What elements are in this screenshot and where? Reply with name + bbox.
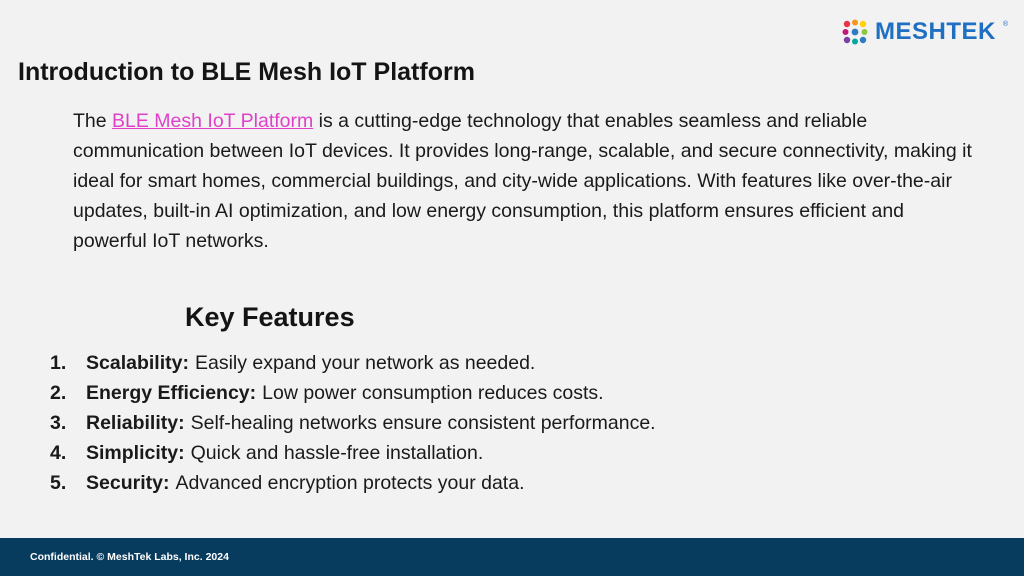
- brand-name: MESHTEK: [874, 18, 996, 45]
- feature-number: 2.: [50, 382, 67, 404]
- feature-text: Self-healing networks ensure consistent performance.: [190, 412, 656, 434]
- feature-label: Scalability:: [86, 352, 189, 374]
- feature-label: Security:: [86, 472, 170, 494]
- slide-title: Introduction to BLE Mesh IoT Platform: [18, 58, 475, 86]
- feature-item: [50, 408, 656, 438]
- footer-bar: [0, 538, 1024, 576]
- brand-reg-mark: ®: [1002, 20, 1008, 28]
- intro-paragraph: [73, 106, 973, 256]
- feature-item: [50, 468, 656, 498]
- feature-item: [50, 378, 656, 408]
- brand-logo: [841, 18, 1008, 46]
- features-list: [50, 348, 656, 498]
- feature-item: [50, 348, 656, 378]
- intro-text-after: is a cutting-edge technology that enables seamless and reliable communication between IoT devices. It provides long-range, scalable, and secure connectivity, making it ideal for smart homes, commercial buildings, and city-wide applications. With features like over-the-air updates, built-in AI optimization, and low energy consumption, this platform ensures efficient and powerful IoT networks.: [73, 110, 972, 252]
- feature-number: 5.: [50, 472, 67, 494]
- features-heading: Key Features: [185, 302, 355, 332]
- feature-item: [50, 438, 656, 468]
- intro-text-before: The: [73, 110, 113, 132]
- feature-label: Reliability:: [86, 412, 185, 434]
- feature-text: Easily expand your network as needed.: [194, 352, 536, 374]
- feature-text: Low power consumption reduces costs.: [262, 382, 604, 404]
- mesh-dots-icon: [841, 18, 869, 46]
- footer-confidential-text: Confidential. © MeshTek Labs, Inc. 2024: [30, 551, 229, 563]
- feature-number: 4.: [50, 442, 67, 464]
- feature-label: Simplicity:: [86, 442, 185, 464]
- feature-number: 3.: [50, 412, 67, 434]
- feature-number: 1.: [50, 352, 67, 374]
- feature-text: Advanced encryption protects your data.: [175, 472, 525, 494]
- platform-link[interactable]: BLE Mesh IoT Platform: [112, 110, 314, 132]
- feature-label: Energy Efficiency:: [86, 382, 257, 404]
- feature-text: Quick and hassle-free installation.: [190, 442, 484, 464]
